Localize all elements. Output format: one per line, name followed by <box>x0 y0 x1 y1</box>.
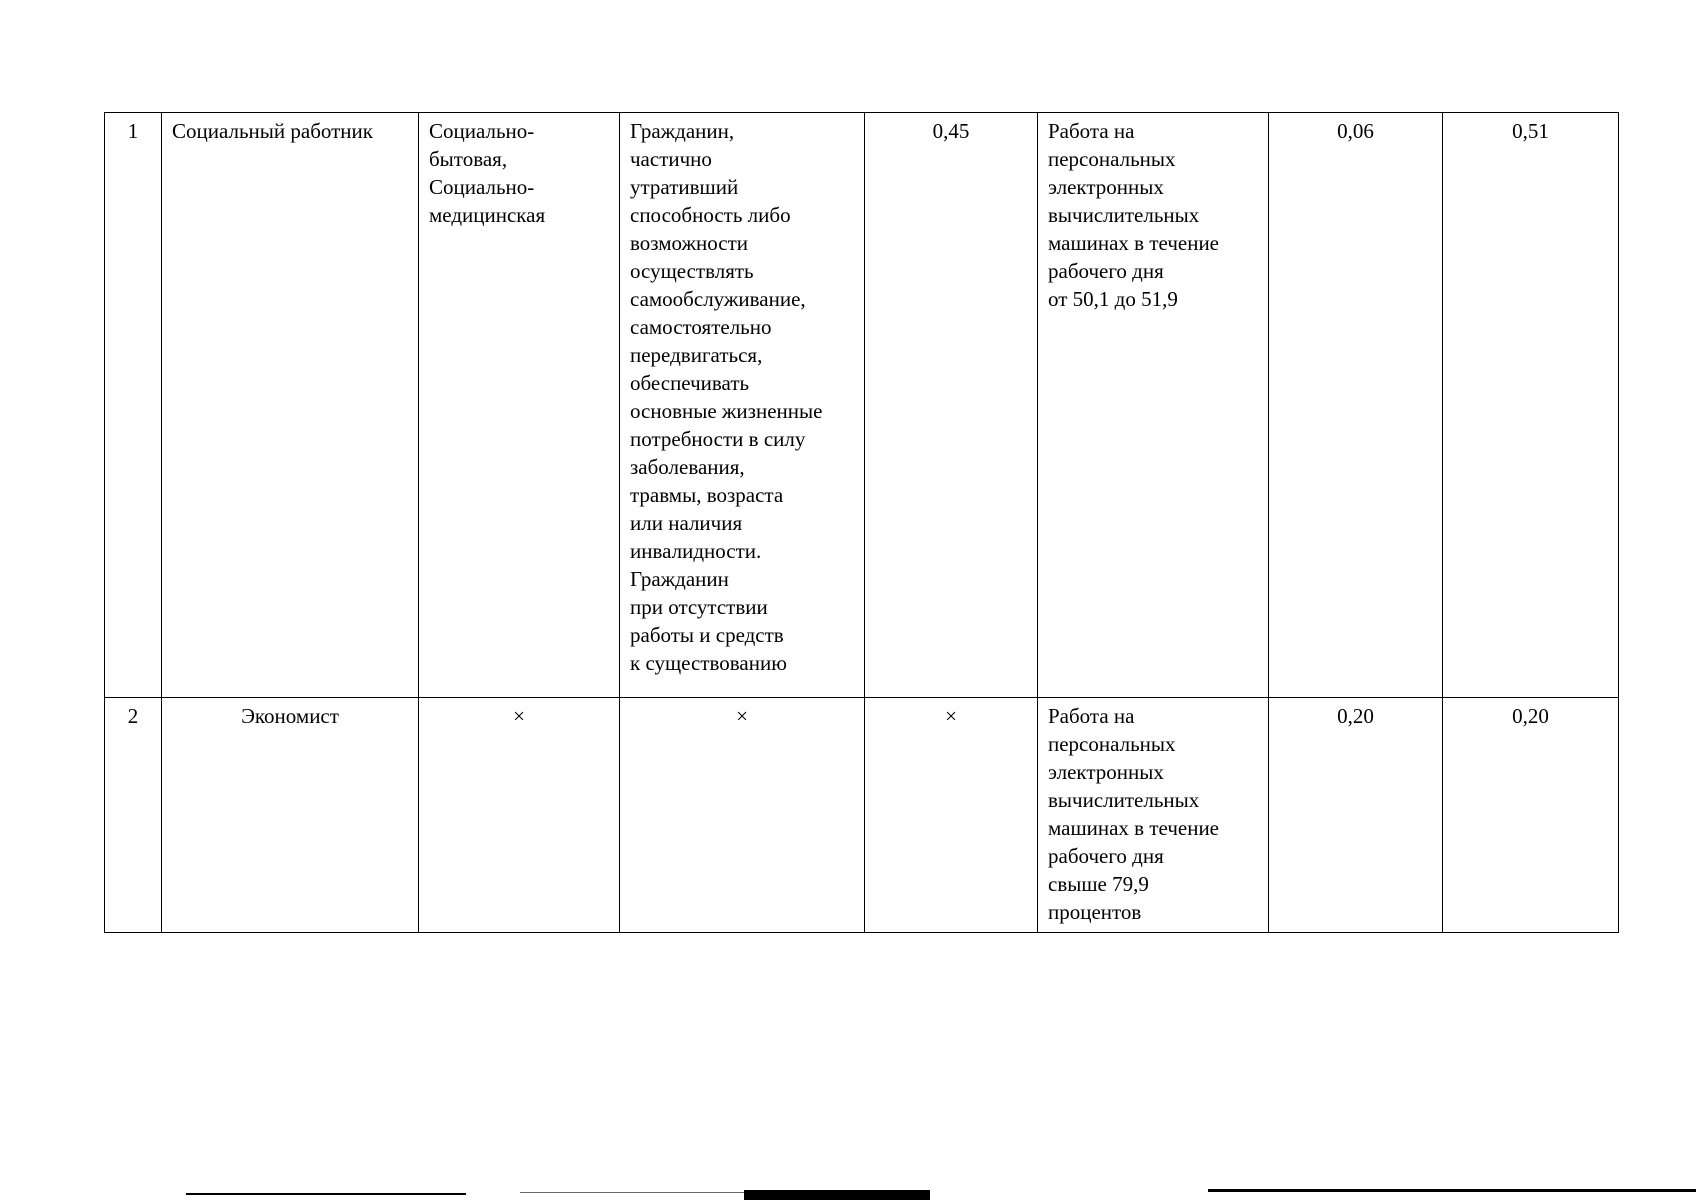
coefficient-cell: 0,06 <box>1269 113 1443 698</box>
recipient-cell: × <box>620 698 865 933</box>
position-cell: Социальный работник <box>162 113 419 698</box>
scan-artifact-line <box>1208 1189 1696 1192</box>
table-row <box>105 113 1619 698</box>
row-number: 1 <box>105 113 162 698</box>
conditions-cell: Работа на персональных электронных вычислительных машинах в течение рабочего дня от 50,1 до 51,9 <box>1038 113 1269 698</box>
scan-artifact-block <box>744 1190 930 1200</box>
coefficients-table <box>104 112 1619 933</box>
service-form-cell: × <box>419 698 620 933</box>
table-row <box>105 698 1619 933</box>
row-number: 2 <box>105 698 162 933</box>
position-cell: Экономист <box>162 698 419 933</box>
total-cell: 0,51 <box>1443 113 1619 698</box>
scan-artifact-line <box>186 1193 466 1195</box>
recipient-cell: Гражданин, частично утративший способность либо возможности осуществлять самообслуживание, самостоятельно передвигаться, обеспечивать основные жизненные потребности в силу заболевания, травмы, возраста или наличия инвалидности. Гражданин при отсутствии работы и средств к существованию <box>620 113 865 698</box>
scan-artifact-line <box>520 1192 744 1193</box>
coefficient-cell: × <box>865 698 1038 933</box>
coefficient-cell: 0,20 <box>1269 698 1443 933</box>
total-cell: 0,20 <box>1443 698 1619 933</box>
service-form-cell: Социально- бытовая, Социально- медицинская <box>419 113 620 698</box>
conditions-cell: Работа на персональных электронных вычислительных машинах в течение рабочего дня свыше 79,9 процентов <box>1038 698 1269 933</box>
coefficient-cell: 0,45 <box>865 113 1038 698</box>
